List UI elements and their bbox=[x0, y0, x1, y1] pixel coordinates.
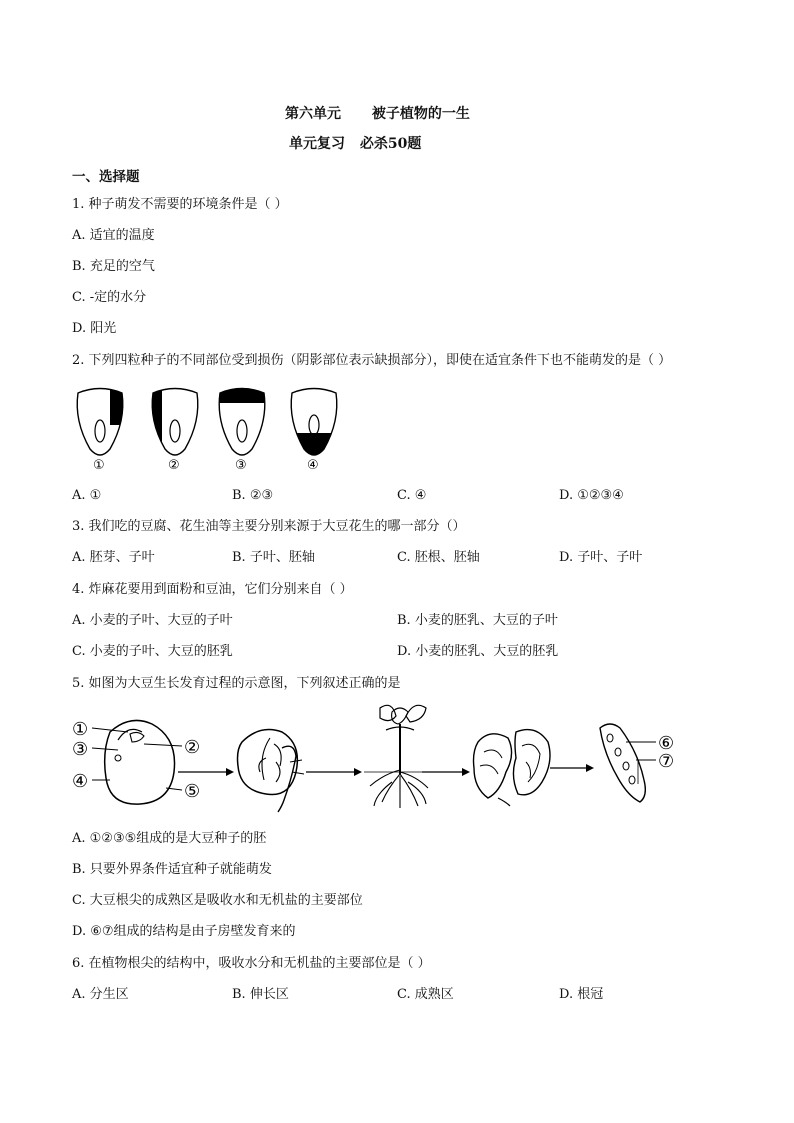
q2-option-c: C. ④ bbox=[397, 488, 427, 503]
pod bbox=[600, 724, 656, 802]
q3-option-a: A. 胚芽、子叶 bbox=[72, 550, 155, 565]
seed-3 bbox=[210, 385, 274, 455]
soybean-seed bbox=[92, 720, 182, 804]
seed-2 bbox=[146, 385, 198, 461]
q5-option-d: D. ⑥⑦组成的结构是由子房壁发育来的 bbox=[72, 924, 296, 939]
pod-label-6: ⑥ bbox=[658, 733, 675, 754]
seed-label-4: ④ bbox=[72, 771, 89, 792]
q4-option-c: C. 小麦的子叶、大豆的胚乳 bbox=[72, 644, 233, 659]
q3-stem: 3. 我们吃的豆腐、花生油等主要分别来源于大豆花生的哪一部分（） bbox=[72, 519, 466, 534]
q2-option-b: B. ②③ bbox=[232, 488, 274, 503]
q2-option-a: A. ① bbox=[72, 488, 102, 503]
q6-option-b: B. 伸长区 bbox=[232, 987, 289, 1002]
q1-option-a: A. 适宜的温度 bbox=[72, 228, 155, 243]
unit-subject: 被子植物的一生 bbox=[371, 106, 470, 122]
document-subtitle bbox=[289, 133, 421, 153]
unit-label: 第六单元 bbox=[285, 106, 341, 122]
q3-option-b: B. 子叶、胚轴 bbox=[232, 550, 315, 565]
seed-label-2: ② bbox=[168, 458, 180, 473]
section-title: 一、选择题 bbox=[72, 169, 140, 185]
seed-label-1: ① bbox=[72, 719, 89, 740]
q1-option-c: C. -定的水分 bbox=[72, 290, 147, 305]
q3-option-d: D. 子叶、子叶 bbox=[559, 550, 643, 565]
seed-label-1: ① bbox=[93, 458, 105, 473]
q4-option-d: D. 小麦的胚乳、大豆的胚乳 bbox=[397, 644, 559, 659]
q4-option-a: A. 小麦的子叶、大豆的子叶 bbox=[72, 613, 233, 628]
q3-option-c: C. 胚根、胚轴 bbox=[397, 550, 480, 565]
seed-1 bbox=[77, 385, 130, 455]
document-title bbox=[285, 103, 470, 123]
q2-seed-figure bbox=[70, 385, 360, 475]
q6-option-d: D. 根冠 bbox=[559, 987, 604, 1002]
seed-label-3: ③ bbox=[235, 458, 247, 473]
seed-label-2: ② bbox=[184, 737, 201, 758]
q2-stem: 2. 下列四粒种子的不同部位受到损伤（阴影部位表示缺损部分），即使在适宜条件下也不能萌发的是（ ） bbox=[72, 353, 672, 368]
q5-option-b: B. 只要外界条件适宜种子就能萌发 bbox=[72, 862, 272, 877]
q5-stem: 5. 如图为大豆生长发育过程的示意图，下列叙述正确的是 bbox=[72, 676, 401, 691]
q4-option-b: B. 小麦的胚乳、大豆的子叶 bbox=[397, 613, 558, 628]
germinating-seed bbox=[238, 730, 305, 812]
q5-option-a: A. ①②③⑤组成的是大豆种子的胚 bbox=[72, 831, 267, 846]
q5-soybean-figure bbox=[70, 702, 690, 817]
q1-option-d: D. 阳光 bbox=[72, 321, 117, 336]
q1-stem: 1. 种子萌发不需要的环境条件是（ ） bbox=[72, 197, 288, 212]
q6-stem: 6. 在植物根尖的结构中，吸收水分和无机盐的主要部位是（ ） bbox=[72, 956, 431, 971]
seed-label-3: ③ bbox=[72, 739, 89, 760]
seed-label-5: ⑤ bbox=[184, 781, 201, 802]
flower bbox=[474, 730, 551, 806]
q6-option-c: C. 成熟区 bbox=[397, 987, 454, 1002]
question-count: 必杀50题 bbox=[359, 136, 422, 152]
q2-option-d: D. ①②③④ bbox=[559, 488, 624, 503]
seed-4 bbox=[280, 389, 344, 464]
seed-label-4: ④ bbox=[307, 458, 319, 473]
q6-option-a: A. 分生区 bbox=[72, 987, 129, 1002]
q1-option-b: B. 充足的空气 bbox=[72, 259, 155, 274]
q5-option-c: C. 大豆根尖的成熟区是吸收水和无机盐的主要部位 bbox=[72, 893, 363, 908]
review-label: 单元复习 bbox=[289, 136, 345, 152]
q4-stem: 4. 炸麻花要用到面粉和豆油，它们分别来自（ ） bbox=[72, 582, 353, 597]
seedling bbox=[364, 705, 436, 808]
pod-label-7: ⑦ bbox=[658, 751, 675, 772]
